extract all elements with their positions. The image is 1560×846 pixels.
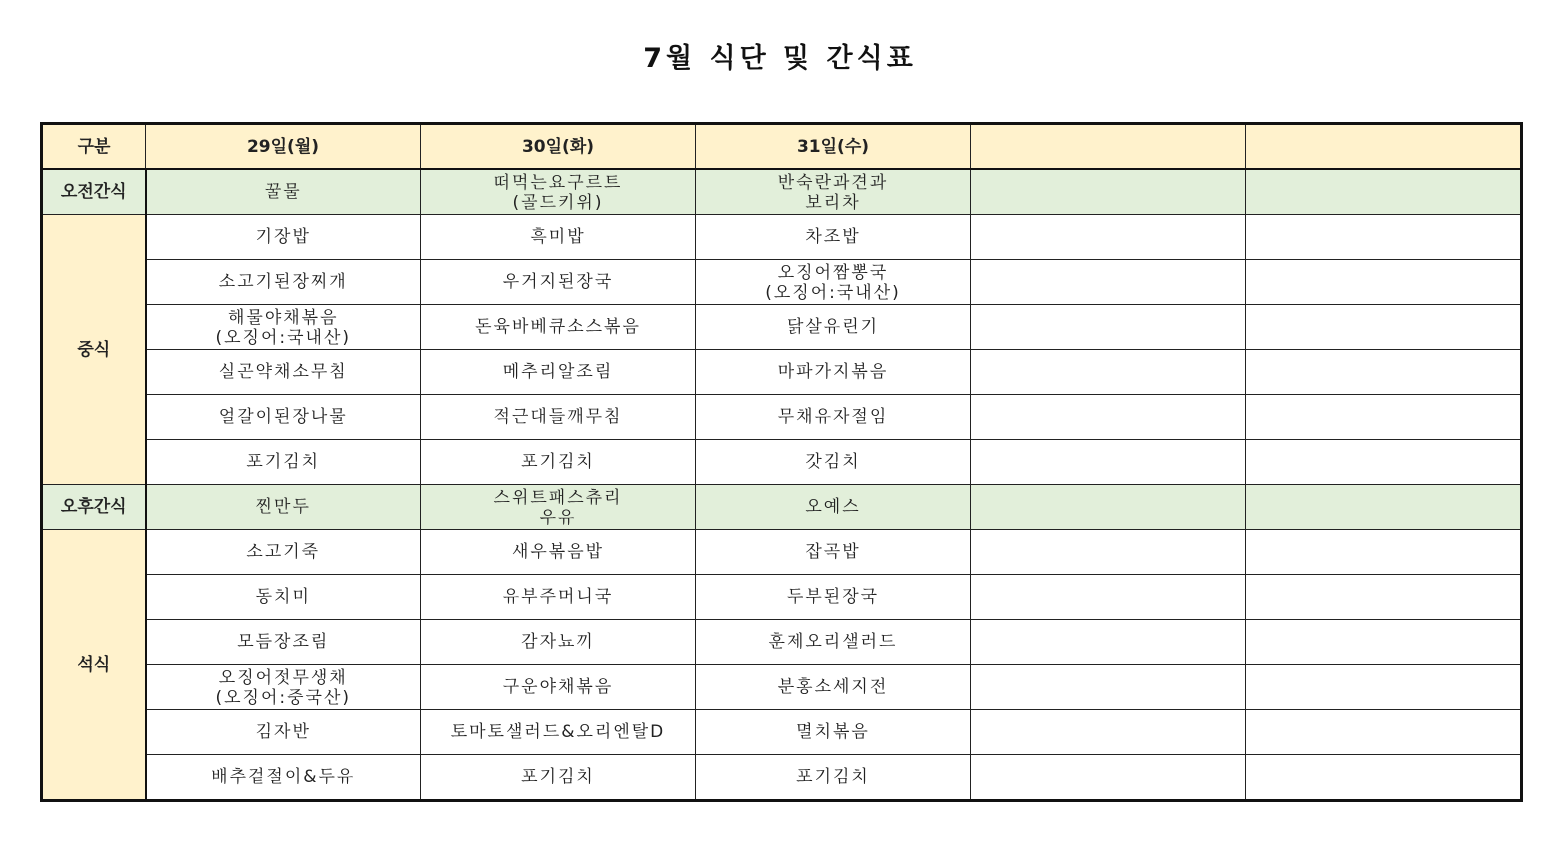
menu-cell [1246,169,1522,215]
menu-cell [421,485,696,530]
menu-cell: 잡곡밥 [696,530,971,575]
header-day-1: 29일(월) [146,124,421,170]
menu-cell: 흑미밥 [421,215,696,260]
menu-cell [971,665,1246,710]
menu-cell [1246,215,1522,260]
menu-cell [1246,485,1522,530]
table-row [42,665,1522,710]
menu-cell [971,755,1246,801]
menu-cell: 꿀물 [146,169,421,215]
category-morning-snack: 오전간식 [42,169,146,215]
menu-cell: 소고기죽 [146,530,421,575]
menu-item-text: 해물야채볶음 (오징어:국내산) [215,308,352,348]
table-row [42,215,1522,260]
menu-item-text: 오징어젓무생채 (오징어:중국산) [215,668,352,708]
menu-cell [971,395,1246,440]
menu-cell: 메추리알조림 [421,350,696,395]
menu-cell: 멸치볶음 [696,710,971,755]
menu-cell [696,260,971,305]
menu-cell: 포기김치 [421,440,696,485]
menu-cell [971,575,1246,620]
menu-cell: 두부된장국 [696,575,971,620]
menu-cell [971,215,1246,260]
menu-item-text: 오징어짬뽕국 (오징어:국내산) [765,263,901,303]
category-afternoon-snack: 오후간식 [42,485,146,530]
menu-cell: 새우볶음밥 [421,530,696,575]
table-row [42,755,1522,801]
menu-cell [1246,440,1522,485]
menu-cell: 구운야채볶음 [421,665,696,710]
menu-cell [971,305,1246,350]
menu-cell [1246,395,1522,440]
menu-cell [971,440,1246,485]
menu-cell [1246,260,1522,305]
menu-cell: 포기김치 [696,755,971,801]
menu-cell [971,260,1246,305]
header-day-3: 31일(수) [696,124,971,170]
header-day-5 [1246,124,1522,170]
menu-cell: 포기김치 [146,440,421,485]
menu-cell: 오예스 [696,485,971,530]
menu-cell [696,169,971,215]
category-lunch: 중식 [42,215,146,485]
menu-item-text: 반숙란과견과 보리차 [777,173,889,213]
table-row [42,350,1522,395]
menu-cell [1246,575,1522,620]
menu-cell: 적근대들깨무침 [421,395,696,440]
menu-cell: 동치미 [146,575,421,620]
menu-cell: 모듬장조림 [146,620,421,665]
menu-cell [1246,620,1522,665]
menu-cell: 토마토샐러드&오리엔탈D [421,710,696,755]
menu-cell: 얼갈이된장나물 [146,395,421,440]
menu-cell [1246,710,1522,755]
menu-cell [1246,755,1522,801]
menu-cell: 마파가지볶음 [696,350,971,395]
menu-cell: 소고기된장찌개 [146,260,421,305]
table-row [42,260,1522,305]
menu-cell: 실곤약채소무침 [146,350,421,395]
table-row [42,395,1522,440]
menu-cell [1246,665,1522,710]
menu-cell [971,485,1246,530]
menu-cell [1246,350,1522,395]
menu-cell [971,620,1246,665]
table-row [42,530,1522,575]
menu-cell: 포기김치 [421,755,696,801]
table-row [42,440,1522,485]
menu-item-text: 스위트패스츄리 우유 [493,488,623,528]
table-row [42,575,1522,620]
menu-cell [1246,530,1522,575]
menu-cell: 분홍소세지전 [696,665,971,710]
table-row [42,620,1522,665]
menu-cell: 배추겉절이&두유 [146,755,421,801]
menu-cell: 유부주머니국 [421,575,696,620]
menu-cell: 찐만두 [146,485,421,530]
menu-cell: 돈육바베큐소스볶음 [421,305,696,350]
header-category: 구분 [42,124,146,170]
header-day-4 [971,124,1246,170]
category-dinner: 석식 [42,530,146,801]
menu-cell: 무채유자절임 [696,395,971,440]
menu-cell: 닭살유린기 [696,305,971,350]
table-row [42,305,1522,350]
menu-item-text: 떠먹는요구르트 (골드키위) [493,173,623,213]
menu-cell: 김자반 [146,710,421,755]
menu-cell [971,530,1246,575]
menu-cell [971,710,1246,755]
menu-cell [146,665,421,710]
menu-cell: 훈제오리샐러드 [696,620,971,665]
page-title: 7월 식단 및 간식표 [643,43,917,74]
table-row [42,169,1522,215]
menu-cell [971,350,1246,395]
menu-cell [1246,305,1522,350]
menu-cell [421,169,696,215]
header-day-2: 30일(화) [421,124,696,170]
meal-plan-table [40,122,1523,802]
menu-cell: 갓김치 [696,440,971,485]
table-row [42,710,1522,755]
menu-cell [146,305,421,350]
table-row [42,485,1522,530]
menu-cell: 감자뇨끼 [421,620,696,665]
menu-cell: 우거지된장국 [421,260,696,305]
menu-cell [971,169,1246,215]
menu-cell: 기장밥 [146,215,421,260]
menu-cell: 차조밥 [696,215,971,260]
table-header-row [42,124,1522,170]
